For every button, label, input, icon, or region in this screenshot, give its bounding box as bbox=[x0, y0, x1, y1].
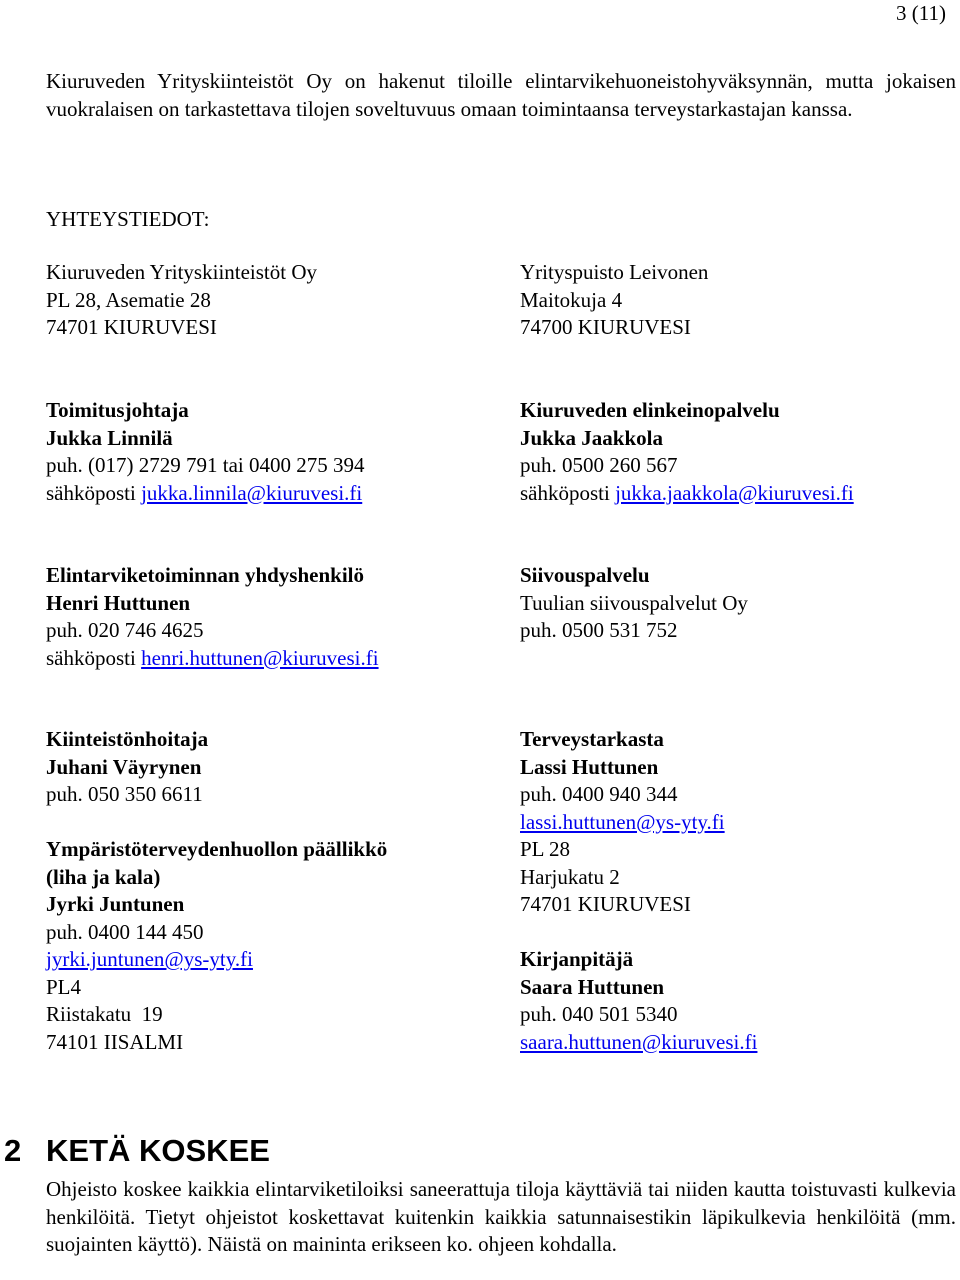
caretaker-and-env-head bbox=[46, 726, 506, 1056]
section-number: 2 bbox=[4, 1133, 22, 1168]
env-head-city: 74101 IISALMI bbox=[46, 1029, 184, 1054]
cleaning-phone: puh. 0500 531 752 bbox=[520, 618, 678, 642]
business-service-email-link[interactable]: jukka.jaakkola@kiuruvesi.fi bbox=[615, 480, 854, 505]
food-contact-email-label: sähköposti bbox=[46, 645, 142, 670]
caretaker-name: Juhani Väyrynen bbox=[46, 754, 202, 779]
caretaker-title: Kiinteistönhoitaja bbox=[46, 727, 209, 751]
cleaning-company: Tuulian siivouspalvelut Oy bbox=[520, 590, 748, 615]
accountant-title: Kirjanpitäjä bbox=[520, 947, 634, 971]
food-contact bbox=[46, 562, 506, 672]
ceo-phone: puh. (017) 2729 791 tai 0400 275 394 bbox=[46, 453, 365, 477]
address-left-street: PL 28, Asematie 28 bbox=[46, 287, 211, 312]
business-service-phone: puh. 0500 260 567 bbox=[520, 453, 678, 477]
env-head-name: Jyrki Juntunen bbox=[46, 892, 185, 916]
address-left-city: 74701 KIURUVESI bbox=[46, 315, 217, 339]
env-head-po-box: PL4 bbox=[46, 974, 82, 999]
business-service-name: Jukka Jaakkola bbox=[520, 425, 663, 450]
cleaning-title: Siivouspalvelu bbox=[520, 563, 650, 587]
section-heading bbox=[4, 1131, 270, 1171]
accountant-email-link[interactable]: saara.huttunen@kiuruvesi.fi bbox=[520, 1029, 758, 1054]
food-contact-name: Henri Huttunen bbox=[46, 590, 191, 615]
ceo-contact bbox=[46, 397, 506, 507]
env-head-title-sub: (liha ja kala) bbox=[46, 864, 161, 889]
inspector-email-link[interactable]: lassi.huttunen@ys-yty.fi bbox=[520, 809, 725, 834]
address-right-company: Yrityspuisto Leivonen bbox=[520, 260, 709, 284]
ceo-title: Toimitusjohtaja bbox=[46, 398, 189, 422]
contacts-heading: YHTEYSTIEDOT: bbox=[46, 207, 210, 231]
business-service-contact bbox=[520, 397, 950, 507]
cleaning-contact bbox=[520, 562, 950, 645]
env-head-phone: puh. 0400 144 450 bbox=[46, 919, 204, 944]
address-right bbox=[520, 259, 950, 342]
env-head-street: Riistakatu 19 bbox=[46, 1002, 163, 1026]
section-title: KETÄ KOSKEE bbox=[46, 1133, 270, 1168]
ceo-email-link[interactable]: jukka.linnila@kiuruvesi.fi bbox=[141, 480, 363, 505]
env-head-title: Ympäristöterveydenhuollon päällikkö bbox=[46, 837, 388, 861]
ceo-email-label: sähköposti bbox=[46, 480, 142, 505]
section-paragraph: Ohjeisto koskee kaikkia elintarviketiloiksi saneerattuja tiloja käyttäviä tai niiden kautta toistuvasti kulkevia henkilöitä. Tietyt ohjeistot koskettavat kuitenkin kaikkia satunnaisestikin läpikulkevia henkilöitä (mm. suojainten käyttö). Näistä on maininta erikseen ko. ohjeen kohdalla. bbox=[46, 1177, 956, 1256]
address-right-street: Maitokuja 4 bbox=[520, 287, 623, 312]
intro-paragraph: Kiuruveden Yrityskiinteistöt Oy on hakenut tiloille elintarvikehuoneistohyväksynnän, mutta jokaisen vuokralaisen on tarkastettava tilojen soveltuvuus omaan toimintaansa terveystarkastajan kanssa. bbox=[46, 69, 956, 121]
inspector-phone: puh. 0400 940 344 bbox=[520, 782, 678, 806]
accountant-phone: puh. 040 501 5340 bbox=[520, 1002, 678, 1026]
address-left-company: Kiuruveden Yrityskiinteistöt Oy bbox=[46, 260, 318, 284]
inspector-name: Lassi Huttunen bbox=[520, 754, 659, 779]
inspector-title: Terveystarkasta bbox=[520, 727, 664, 751]
inspector-po-box: PL 28 bbox=[520, 837, 570, 861]
business-service-title: Kiuruveden elinkeinopalvelu bbox=[520, 398, 780, 422]
page-number: 3 (11) bbox=[896, 1, 946, 25]
inspector-city: 74701 KIURUVESI bbox=[520, 892, 691, 916]
inspector-and-accountant bbox=[520, 726, 950, 1056]
address-right-city: 74700 KIURUVESI bbox=[520, 315, 691, 339]
inspector-street: Harjukatu 2 bbox=[520, 864, 620, 889]
ceo-name: Jukka Linnilä bbox=[46, 425, 173, 450]
env-head-email-link[interactable]: jyrki.juntunen@ys-yty.fi bbox=[46, 947, 253, 971]
accountant-name: Saara Huttunen bbox=[520, 974, 665, 999]
food-contact-title: Elintarviketoiminnan yhdyshenkilö bbox=[46, 563, 365, 587]
address-left bbox=[46, 259, 506, 342]
food-contact-phone: puh. 020 746 4625 bbox=[46, 618, 204, 642]
caretaker-phone: puh. 050 350 6611 bbox=[46, 782, 203, 806]
food-contact-email-link[interactable]: henri.huttunen@kiuruvesi.fi bbox=[141, 645, 379, 670]
business-service-email-label: sähköposti bbox=[520, 480, 616, 505]
